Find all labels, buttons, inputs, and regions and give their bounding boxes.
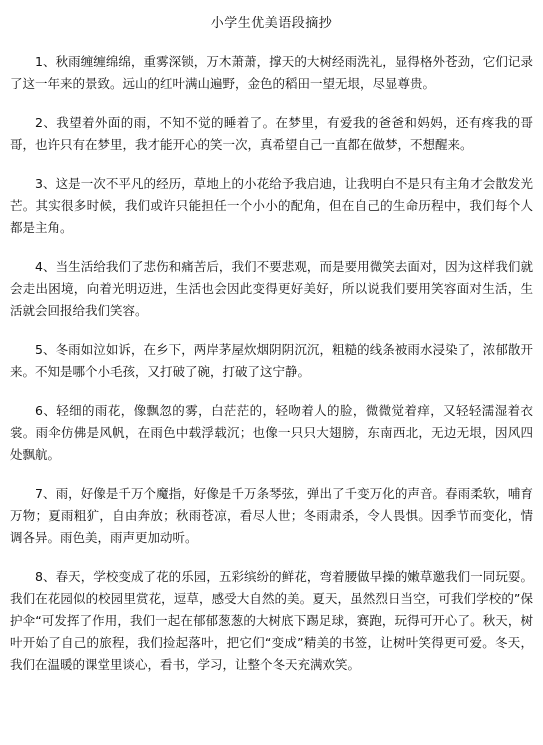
paragraph-6: 6、轻细的雨花，像飘忽的雾，白茫茫的，轻吻着人的脸，微微觉着痒，又轻轻濡湿着衣裳。雨伞仿佛是风帆，在雨色中载浮载沉；也像一只只大翅膀，东南西北，无边无垠，因风四处飘航。 — [10, 403, 533, 462]
paragraph-7: 7、雨，好像是千万个魔指，好像是千万条琴弦，弹出了千变万化的声音。春雨柔软，哺育万物；夏雨粗犷，自由奔放；秋雨苍凉，看尽人世；冬雨肃杀，令人畏惧。因季节而变化，情调各异。雨色美，雨声更加动听。 — [10, 486, 533, 545]
document-title: 小学生优美语段摘抄 — [210, 16, 333, 31]
paragraph-5: 5、冬雨如泣如诉，在乡下，两岸茅屋炊烟阴阴沉沉，粗糙的线条被雨水浸染了，浓郁散开来。不知是哪个小毛孩，又打破了碗，打破了这宁静。 — [10, 342, 533, 379]
paragraph-3: 3、这是一次不平凡的经历，草地上的小花给予我启迪，让我明白不是只有主角才会散发光芒。其实很多时候，我们或许只能担任一个小小的配角，但在自己的生命历程中，我们每个人都是主角。 — [10, 176, 533, 235]
paragraph-2: 2、我望着外面的雨，不知不觉的睡着了。在梦里，有爱我的爸爸和妈妈，还有疼我的哥哥，也许只有在梦里，我才能开心的笑一次，真希望自己一直都在做梦，不想醒来。 — [10, 115, 533, 152]
paragraph-1: 1、秋雨缠缠绵绵，重雾深锁，万木萧萧，撑天的大树经雨洗礼，显得格外苍劲，它们记录了这一年来的景致。远山的红叶满山遍野，金色的稻田一望无垠，尽显尊贵。 — [10, 54, 533, 91]
paragraph-8: 8、春天，学校变成了花的乐园，五彩缤纷的鲜花，弯着腰做早操的嫩草邀我们一同玩耍。我们在花园似的校园里赏花，逗草，感受大自然的美。夏天，虽然烈日当空，可我们学校的”保护伞“可发挥了作用，我们一起在郁郁葱葱的大树底下踢足球，赛跑，玩得可开心了。秋天，树叶开始了自己的旅程，我们捡起落叶，把它们“变成”精美的书签，让树叶笑得更可爱。冬天，我们在温暖的课堂里谈心，看书，学习，让整个冬天充满欢笑。 — [10, 569, 533, 672]
paragraph-4: 4、当生活给我们了悲伤和痛苦后，我们不要悲观，而是要用微笑去面对，因为这样我们就会走出困境，向着光明迈进，生活也会因此变得更好美好，所以说我们要用笑容面对生活，生活就会回报给我们笑容。 — [10, 259, 533, 318]
